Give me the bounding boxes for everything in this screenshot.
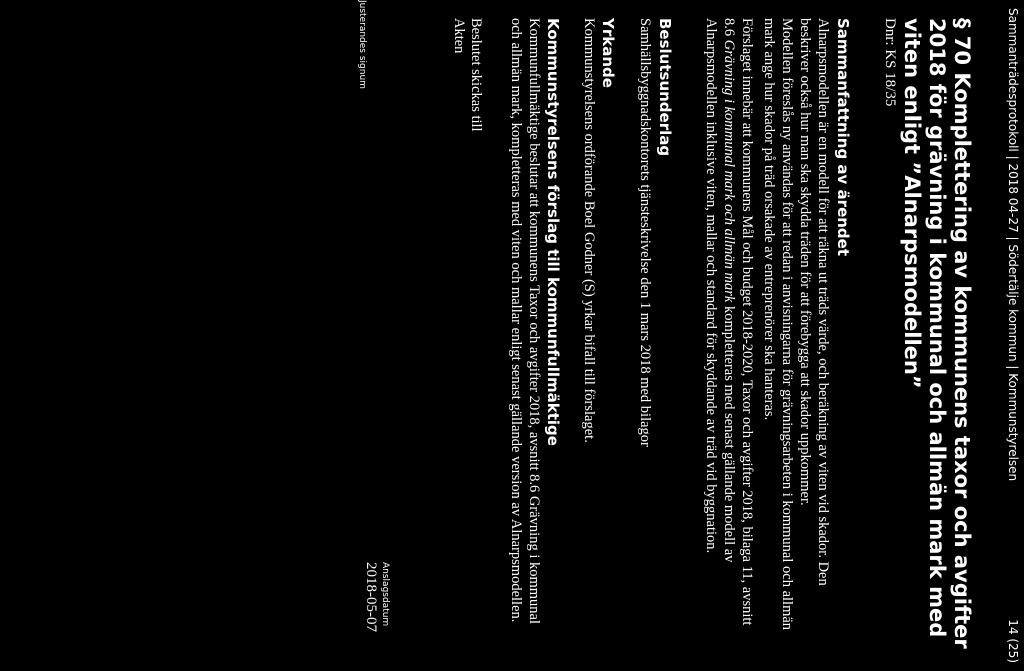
posting-date-label: Anslagsdatum <box>380 562 390 627</box>
basis-heading: Beslutsunderlag <box>656 18 674 157</box>
summary-paragraph-3 <box>702 18 756 638</box>
signature-label: Justerandes signum <box>357 0 367 89</box>
summary-paragraph-1: Alnarpsmodellen är en modell för att räkna ut träds värde, och beräkning av viten vid skador. Den beskriver också hur man ska skydda träden för att förebygga att skador uppkommer. <box>797 18 831 586</box>
section-title: § 70 Komplettering av kommunens taxor och avgifter 2018 för grävning i kommunal och allmän mark med viten enligt ”Alnarpsmodellen” <box>900 18 974 649</box>
sent-to-recipient: Akten <box>451 18 467 54</box>
summary-p3-end: kompletteras med senast gällande modell av Alnarpsmodellen inklusive viten, mallar och standard för skyddande av träd vid byggnation. <box>703 18 737 563</box>
summary-p3-italic: Grävning i kommunal mark och allmän mark <box>721 39 737 303</box>
summary-paragraph-2: Modellen föreslås ny användas för att redan i anvisningarna för grävningsarbeten i kommunal och allmän mark ange hur skador på träd orsakade av entreprenörer ska hanteras. <box>761 18 795 631</box>
motion-heading: Yrkande <box>599 18 617 88</box>
page-number: 14 (25) <box>1006 619 1020 663</box>
proposal-text: Kommunfullmäktige beslutar att kommunens Taxor och avgifter 2018, avsnitt 8.6 Grävning i kommunal och allmän mark, kompletteras med viten och mallar enligt senast gällande version av Alnarpsmodellen. <box>508 18 542 624</box>
protocol-header: Sammanträdesprotokoll | 2018 04-27 | Södertälje kommun | Kommunstyrelsen <box>1006 8 1020 482</box>
basis-text: Samhällsbyggnadskontorets tjänsteskrivelse den 1 mars 2018 med bilagor <box>637 18 653 447</box>
summary-p3-start: Förslaget innebär att kommunens Mål och budget 2018-2020, Taxor och avgifter 2018, bilaga 11, avsnitt 8.6 <box>721 18 755 626</box>
diary-number: Dnr: KS 18/35 <box>882 18 898 107</box>
posting-date-value: 2018-05-07 <box>363 562 379 632</box>
sent-to-label: Beslutet skickas till <box>468 18 484 132</box>
motion-text: Kommunstyrelsens ordförande Boel Godner (S) yrkar bifall till förslaget. <box>581 18 597 443</box>
summary-heading: Sammanfattning av ärendet <box>834 18 852 257</box>
proposal-heading: Kommunstyrelsens förslag till kommunfullmäktige <box>544 18 562 446</box>
